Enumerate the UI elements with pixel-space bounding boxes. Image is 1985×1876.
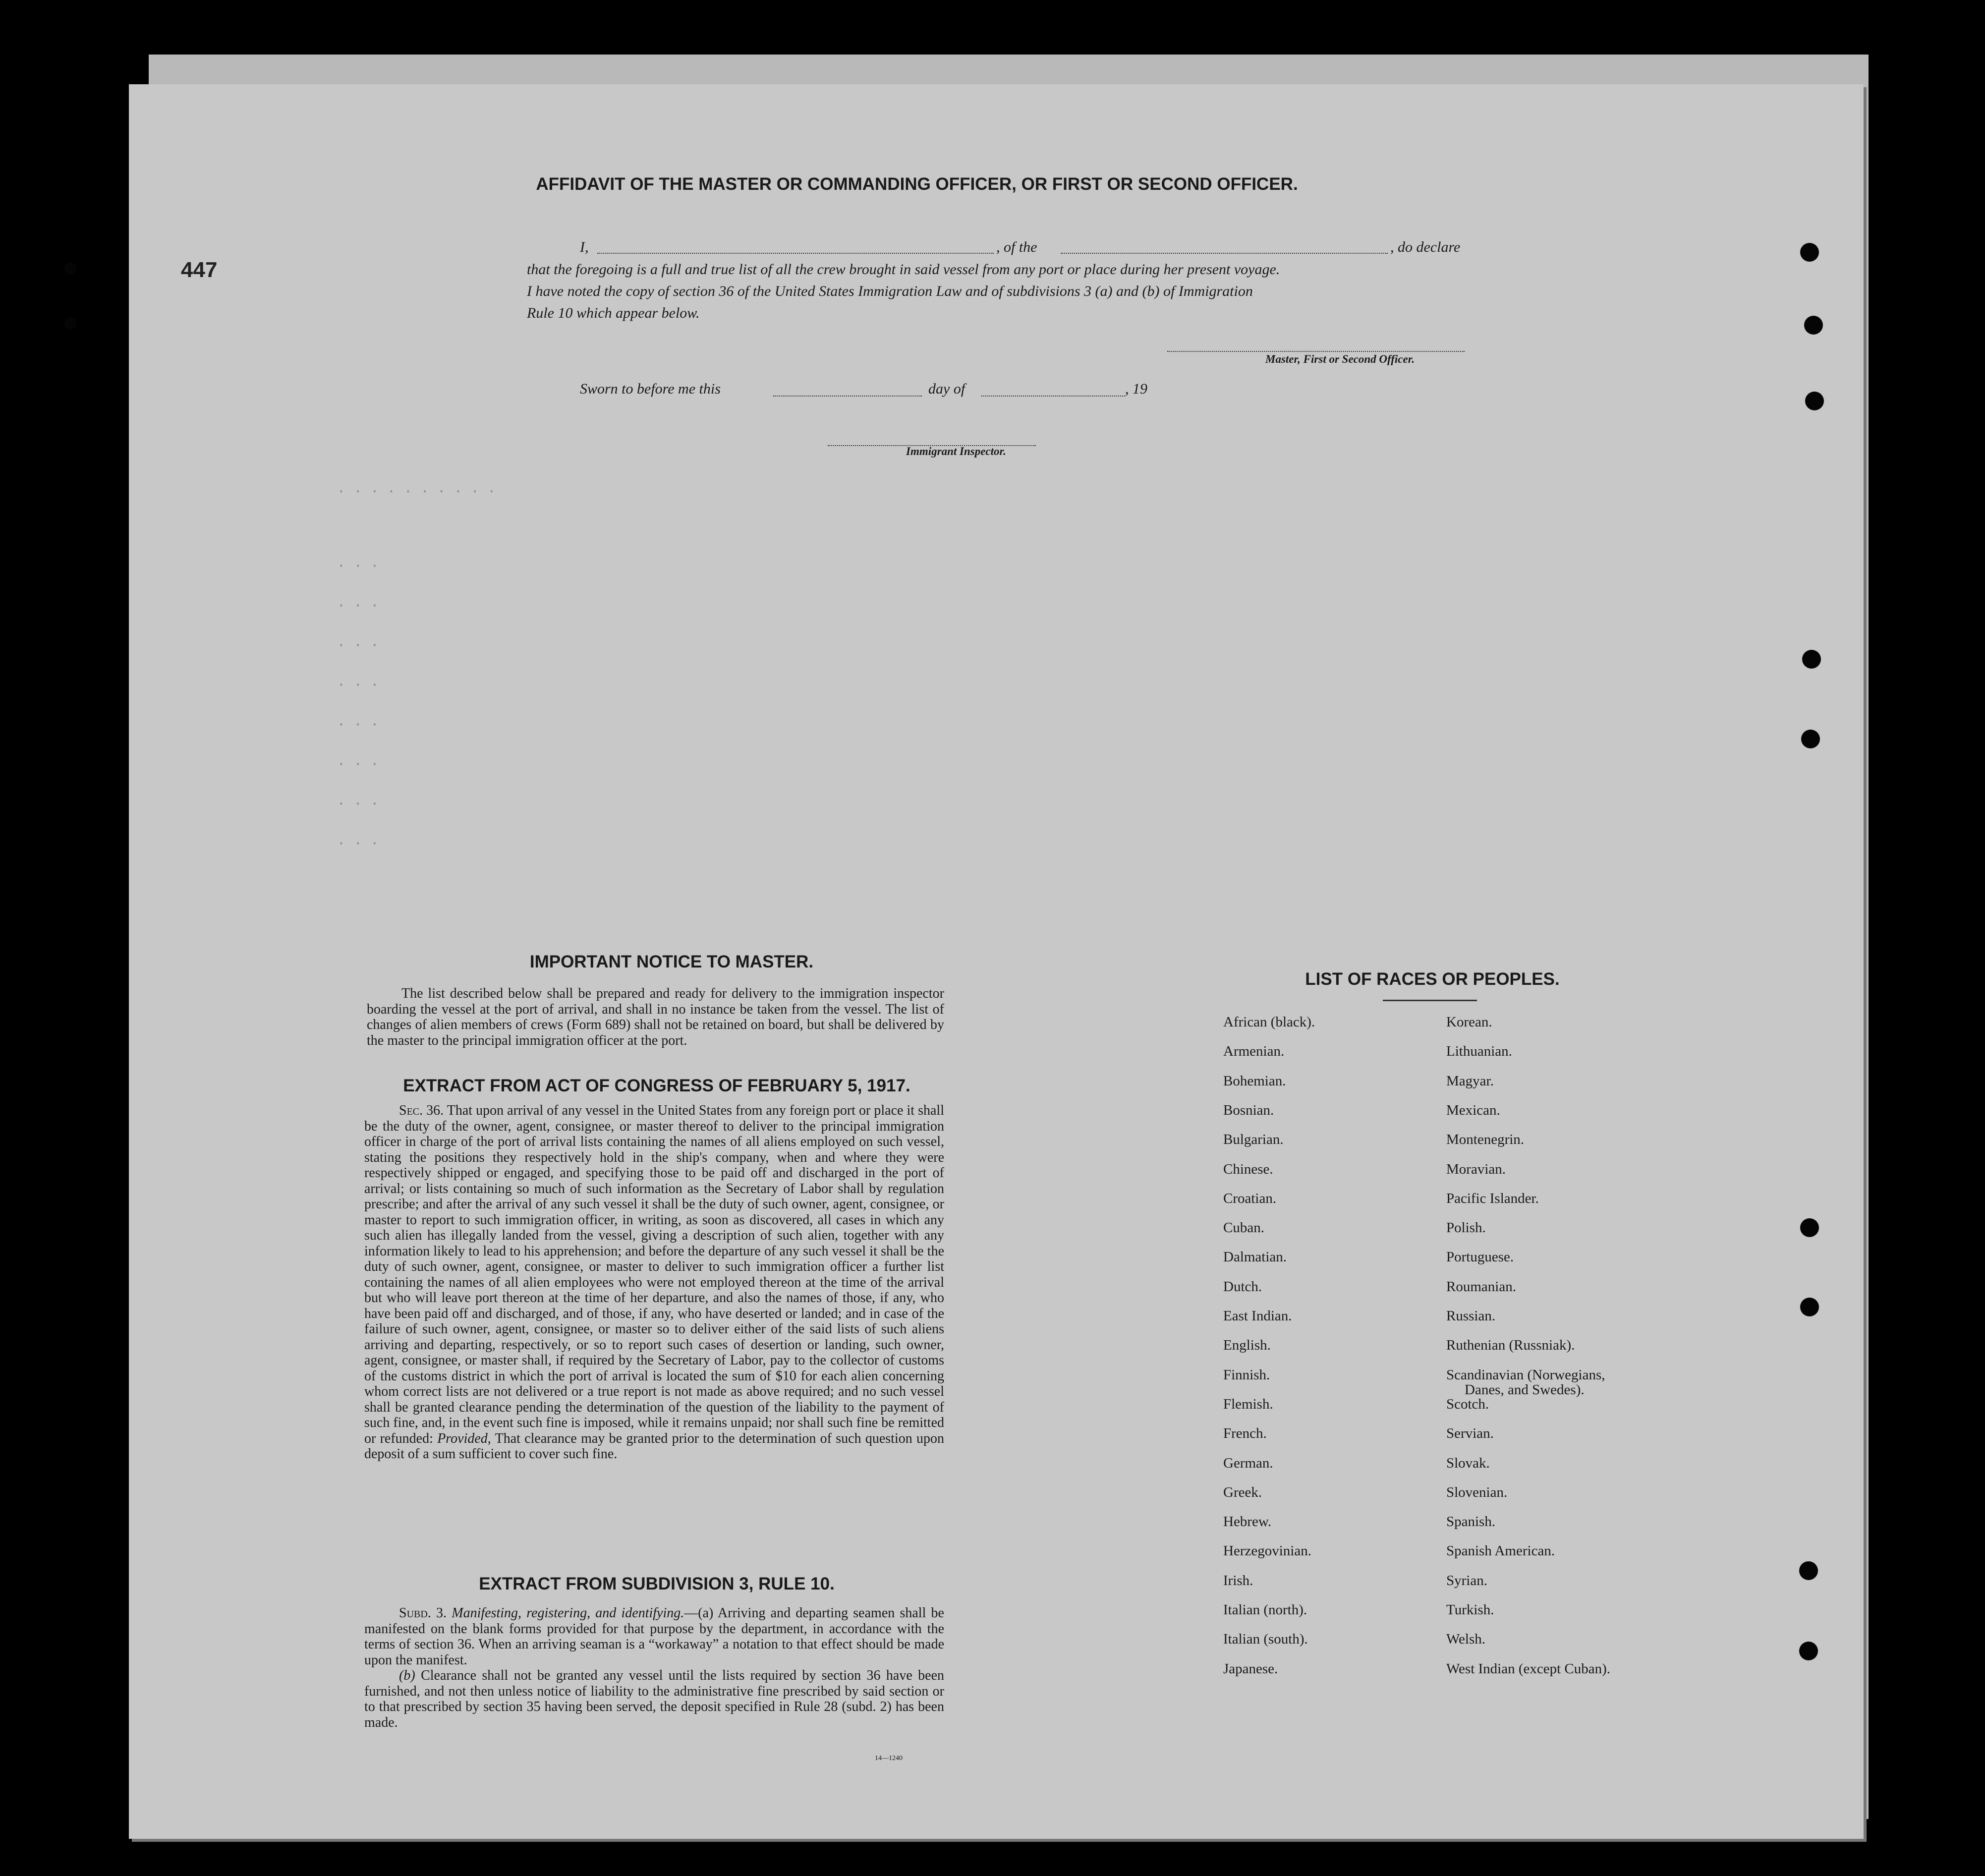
race-item: English. — [1223, 1337, 1271, 1354]
race-item: French. — [1223, 1425, 1267, 1442]
binder-hole — [1800, 1298, 1819, 1316]
race-item: Scotch. — [1446, 1396, 1489, 1412]
affidavit-declare-label: , do declare — [1390, 239, 1461, 255]
race-item: Ruthenian (Russniak). — [1446, 1337, 1575, 1354]
extract-rule-title: EXTRACT FROM SUBDIVISION 3, RULE 10. — [479, 1574, 835, 1593]
race-item: African (black). — [1223, 1014, 1315, 1030]
race-item: Magyar. — [1446, 1073, 1494, 1089]
para-b: Clearance shall not be granted any vessel until the lists required by section 36 have been furnished, and not then unless notice of liability to the administrative fine prescribed by said section or to that prescribed by section 35 having been served, the deposit specified in Rule 28 (subd. 2) has been made. — [364, 1668, 945, 1730]
para-a: —(a) Arriving and departing seamen shall be manifested on the blank forms provided for that purpose by the department, in accordance with the terms of section 36. When an arriving seaman is a “workaway” a notation to that effect should be made upon the manifest. — [364, 1605, 944, 1668]
sec-label: Sec. 36. — [399, 1103, 444, 1118]
race-item: Roumanian. — [1446, 1278, 1516, 1295]
race-item: Moravian. — [1446, 1161, 1506, 1177]
affidavit-line-1: that the foregoing is a full and true list of all the crew brought in said vessel from any port or place during her present voyage. — [527, 261, 1280, 278]
inspector-caption: Immigrant Inspector. — [906, 445, 1006, 457]
binder-hole — [1799, 1561, 1818, 1580]
sworn-day-blank — [773, 396, 922, 397]
race-item: Pacific Islander. — [1446, 1190, 1539, 1206]
sworn-month-blank — [981, 396, 1125, 397]
race-item: Russian. — [1446, 1308, 1496, 1324]
race-item: Slovak. — [1446, 1455, 1490, 1471]
race-item: Japanese. — [1223, 1660, 1278, 1677]
binder-hole — [1802, 650, 1821, 669]
race-item: Spanish American. — [1446, 1543, 1555, 1559]
binder-hole — [64, 263, 76, 275]
binder-hole — [1801, 730, 1820, 748]
extract-act-title: EXTRACT FROM ACT OF CONGRESS OF FEBRUARY 5, 1917. — [403, 1076, 910, 1095]
race-item: Finnish. — [1223, 1366, 1270, 1383]
binder-hole — [1805, 392, 1824, 410]
extract-rule-text — [364, 1605, 944, 1730]
affidavit-line-2: I have noted the copy of section 36 of the United States Immigration Law and of subdivisions 3 (a) and (b) of Immigration — [527, 283, 1253, 299]
race-item: Mexican. — [1446, 1102, 1500, 1118]
race-item: Korean. — [1446, 1014, 1492, 1030]
binder-hole — [1799, 1642, 1818, 1660]
vessel-blank — [1061, 253, 1388, 254]
race-item: Dutch. — [1223, 1278, 1262, 1295]
races-title-rule — [1383, 1000, 1477, 1001]
para-b-label: (b) — [399, 1668, 415, 1683]
binder-hole — [64, 317, 76, 329]
races-title: LIST OF RACES OR PEOPLES. — [1305, 969, 1560, 989]
binder-hole — [1804, 316, 1823, 335]
race-item: West Indian (except Cuban). — [1446, 1660, 1611, 1677]
race-item: Lithuanian. — [1446, 1043, 1512, 1060]
race-item: Cuban. — [1223, 1220, 1264, 1236]
affidavit-of-the-label: , of the — [996, 239, 1037, 255]
notice-title: IMPORTANT NOTICE TO MASTER. — [529, 952, 814, 971]
race-item: Italian (south). — [1223, 1631, 1308, 1648]
notice-text — [367, 986, 944, 1048]
race-item: Turkish. — [1446, 1602, 1494, 1618]
race-item: Greek. — [1223, 1484, 1262, 1500]
subd-heading: Manifesting, registering, and identifying. — [452, 1605, 684, 1621]
binder-hole — [1800, 243, 1819, 262]
race-item: Bosnian. — [1223, 1102, 1274, 1118]
day-of-label: day of — [928, 381, 965, 397]
notice-paragraph: The list described below shall be prepared and ready for delivery to the immigration inspector boarding the vessel at the port of arrival, and shall in no instance be taken from the vessel. The list of changes of alien members of crews (Form 689) shall not be retained on board, but shall be delivered by the master to the principal immigration officer at the port. — [367, 986, 944, 1048]
race-item: Welsh. — [1446, 1631, 1486, 1648]
race-item: Polish. — [1446, 1220, 1486, 1236]
extract-act-text — [364, 1103, 944, 1462]
sec-36-text: That upon arrival of any vessel in the United States from any foreign port or place it shall be the duty of the owner, agent, consignee, or master thereof to deliver to the principal immigration officer in charge of the port of arrival lists containing the names of all aliens employed on such vessel, stating the positions they respectively hold in the ship's company, when and where they were respectively shipped or engaged, and specifying those to be paid off and discharged in the port of arrival; or lists containing so much of such information as the Secretary of Labor shall by regulation prescribe; and after the arrival of any such vessel it shall be the duty of such owner, agent, consignee, or master to report to such immigration officer, in writing, as soon as discovered, all cases in which any such alien has illegally landed from the vessel, giving a description of such alien, together with any information likely to lead to his apprehension; and before the departure of any such vessel it shall be the duty of such owner, agent, consignee, or master to deliver to such immigration officer a further list containing the names of all alien employees who were not employed thereon at the time of the arrival but who will leave port thereon at the time of her departure, and also the names of those, if any, who have been paid off and discharged, and of those, if any, who have deserted or landed; and in case of the failure of such owner, agent, consignee, or master so to deliver either of the said lists of such aliens arriving and departing, respectively, or so to report such cases of desertion or landing, such owner, agent, consignee, or master shall, if required by the Secretary of Labor, pay to the collector of customs of the customs district in which the port of arrival is located the sum of $10 for each alien concerning whom correct lists are not delivered or a true report is not made as above required; and no such vessel shall be granted clearance pending the determination of the question of the liability to the payment of such fine, and, in the event such fine is imposed, while it remains unpaid; nor shall such fine be remitted or refunded: — [364, 1103, 944, 1446]
race-item: Syrian. — [1446, 1572, 1487, 1589]
affidavit-title: AFFIDAVIT OF THE MASTER OR COMMANDING OFFICER, OR FIRST OR SECOND OFFICER. — [536, 174, 1298, 194]
name-blank — [597, 253, 994, 254]
master-caption: Master, First or Second Officer. — [1265, 353, 1415, 365]
race-item: Spanish. — [1446, 1514, 1496, 1530]
race-item: Bohemian. — [1223, 1073, 1286, 1089]
proviso-label: Provided, — [437, 1430, 491, 1446]
race-item: Danes, and Swedes). — [1465, 1381, 1585, 1398]
race-item: Scandinavian (Norwegians, — [1446, 1366, 1605, 1383]
binder-hole — [1800, 1218, 1819, 1237]
race-item: East Indian. — [1223, 1308, 1292, 1324]
race-item: Dalmatian. — [1223, 1249, 1287, 1265]
race-item: German. — [1223, 1455, 1273, 1471]
page-stamp: 447 — [181, 258, 218, 282]
race-item: Herzegovinian. — [1223, 1543, 1311, 1559]
master-signature-line — [1167, 351, 1465, 352]
race-item: Portuguese. — [1446, 1249, 1514, 1265]
affidavit-i-label: I, — [580, 239, 589, 255]
race-item: Croatian. — [1223, 1190, 1277, 1206]
sworn-label: Sworn to before me this — [580, 381, 721, 397]
race-item: Irish. — [1223, 1572, 1253, 1589]
race-item: Italian (north). — [1223, 1602, 1307, 1618]
race-item: Bulgarian. — [1223, 1132, 1284, 1148]
race-item: Flemish. — [1223, 1396, 1273, 1412]
race-item: Armenian. — [1223, 1043, 1285, 1060]
proviso-text: That clearance may be granted prior to the determination of such question upon deposit of a sum sufficient to cover such fine. — [364, 1430, 945, 1462]
year-label: , 19 — [1125, 381, 1147, 397]
subd-label: Subd. 3. — [399, 1605, 447, 1621]
race-item: Chinese. — [1223, 1161, 1273, 1177]
affidavit-line-3: Rule 10 which appear below. — [527, 305, 700, 321]
form-number: 14—1240 — [875, 1755, 903, 1762]
race-item: Montenegrin. — [1446, 1132, 1525, 1148]
race-item: Servian. — [1446, 1425, 1494, 1442]
race-item: Hebrew. — [1223, 1514, 1272, 1530]
race-item: Slovenian. — [1446, 1484, 1508, 1500]
